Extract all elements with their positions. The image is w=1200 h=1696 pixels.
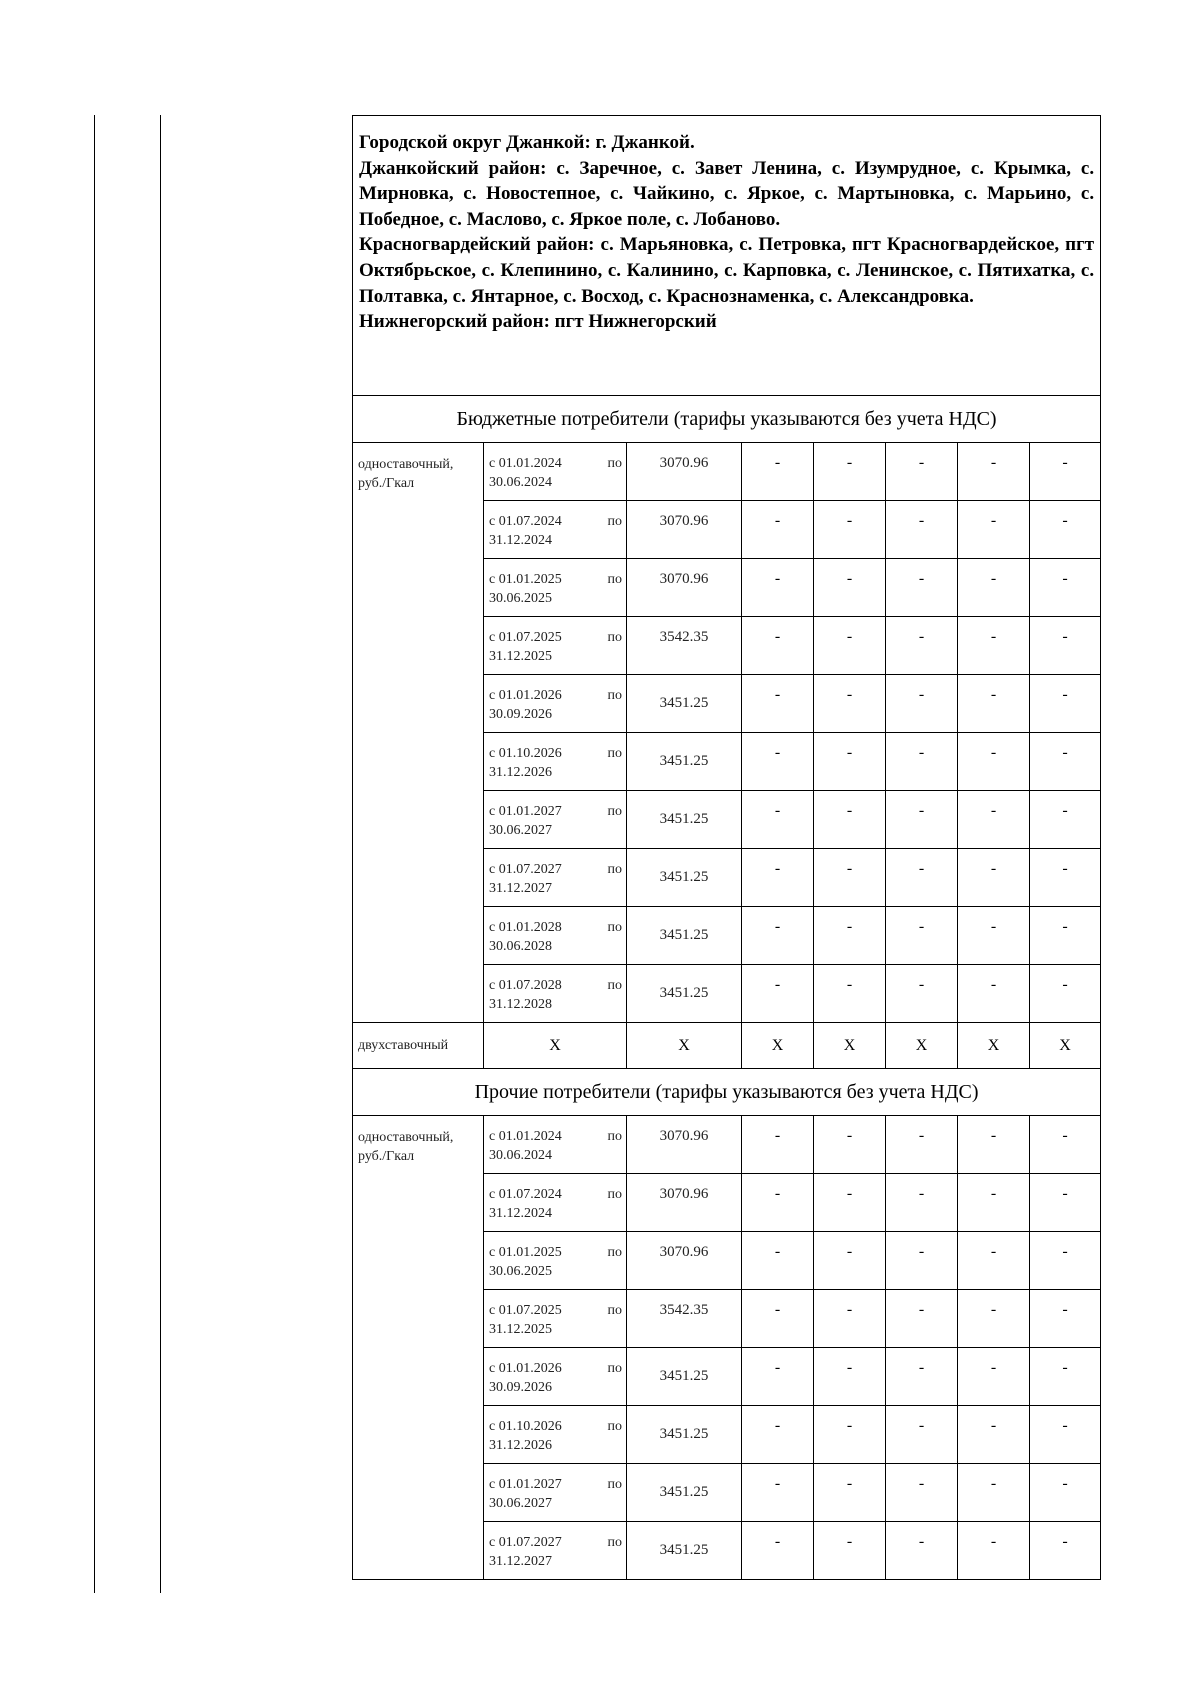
period-from: с 01.07.2027 [489, 1535, 562, 1550]
empty-cell: - [958, 1116, 1030, 1174]
period-cell [484, 617, 627, 675]
tariff-value: 3542.35 [627, 1290, 742, 1348]
period-cell [484, 501, 627, 559]
tariff-value: 3451.25 [627, 733, 742, 791]
empty-cell: - [742, 1464, 814, 1522]
tariff-value: 3070.96 [627, 1232, 742, 1290]
period-cell [484, 1522, 627, 1580]
tariff-value: 3451.25 [627, 1348, 742, 1406]
empty-cell: - [1030, 1174, 1101, 1232]
region-paragraph: Красногвардейский район: с. Марьяновка, с. Петровка, пгт Красногвардейское, пгт Октябрьское, с. Клепинино, с. Калинино, с. Карповка, с. Ленинское, с. Пятихатка, с. Полтавка, с. Янтарное, с. Восход, с. Краснознаменка, с. Александровка. [359, 234, 1095, 307]
empty-cell: - [814, 1464, 886, 1522]
period-from: с 01.10.2026 [489, 746, 562, 761]
empty-cell: - [958, 1232, 1030, 1290]
tariff-value: 3451.25 [627, 791, 742, 849]
empty-cell: - [814, 1174, 886, 1232]
region-row [353, 116, 1101, 396]
period-to: 31.12.2024 [489, 1206, 552, 1221]
period-to: 31.12.2024 [489, 533, 552, 548]
empty-cell: - [1030, 791, 1101, 849]
empty-cell: - [742, 443, 814, 501]
not-applicable-cell: Х [484, 1023, 627, 1069]
period-po: по [607, 630, 622, 645]
empty-cell: - [1030, 965, 1101, 1023]
period-po: по [607, 1303, 622, 1318]
period-from: с 01.01.2026 [489, 1361, 562, 1376]
empty-cell: - [814, 849, 886, 907]
empty-cell: - [886, 1522, 958, 1580]
period-po: по [607, 1419, 622, 1434]
section-header-row [353, 1069, 1101, 1116]
empty-cell: - [742, 907, 814, 965]
tariff-value: 3070.96 [627, 443, 742, 501]
rate-type-label: одноставочный, руб./Гкал [353, 1116, 484, 1580]
period-to: 30.06.2027 [489, 823, 552, 838]
period-cell [484, 849, 627, 907]
empty-cell: - [958, 1290, 1030, 1348]
period-to: 31.12.2027 [489, 881, 552, 896]
region-paragraph: Городской округ Джанкой: г. Джанкой. [359, 132, 695, 153]
empty-cell: - [742, 1406, 814, 1464]
empty-cell: - [958, 1406, 1030, 1464]
empty-cell: - [1030, 1522, 1101, 1580]
section-title: Прочие потребители (тарифы указываются без учета НДС) [353, 1069, 1101, 1116]
empty-cell: - [814, 1232, 886, 1290]
tariff-value: 3070.96 [627, 1116, 742, 1174]
empty-cell: - [814, 1522, 886, 1580]
tariff-value: 3451.25 [627, 907, 742, 965]
empty-cell: - [742, 1232, 814, 1290]
period-from: с 01.07.2024 [489, 1187, 562, 1202]
empty-cell: - [886, 965, 958, 1023]
period-po: по [607, 1129, 622, 1144]
not-applicable-cell: Х [886, 1023, 958, 1069]
period-from: с 01.07.2025 [489, 630, 562, 645]
period-to: 30.09.2026 [489, 1380, 552, 1395]
period-to: 31.12.2026 [489, 1438, 552, 1453]
empty-cell: - [886, 849, 958, 907]
empty-cell: - [886, 1348, 958, 1406]
tariff-value: 3451.25 [627, 675, 742, 733]
not-applicable-cell: Х [627, 1023, 742, 1069]
empty-cell: - [958, 791, 1030, 849]
empty-cell: - [958, 849, 1030, 907]
period-cell [484, 1290, 627, 1348]
tariff-row [353, 443, 1101, 501]
period-to: 31.12.2025 [489, 1322, 552, 1337]
period-to: 30.06.2025 [489, 1264, 552, 1279]
not-applicable-cell: Х [1030, 1023, 1101, 1069]
empty-cell: - [958, 1348, 1030, 1406]
tariff-row [353, 1116, 1101, 1174]
empty-cell: - [742, 1290, 814, 1348]
period-to: 30.06.2027 [489, 1496, 552, 1511]
period-from: с 01.01.2025 [489, 1245, 562, 1260]
period-po: по [607, 920, 622, 935]
period-cell [484, 1406, 627, 1464]
tariff-value: 3070.96 [627, 559, 742, 617]
empty-cell: - [1030, 1348, 1101, 1406]
empty-cell: - [742, 1522, 814, 1580]
empty-cell: - [886, 1464, 958, 1522]
empty-cell: - [814, 733, 886, 791]
period-from: с 01.01.2028 [489, 920, 562, 935]
two-rate-row [353, 1023, 1101, 1069]
empty-cell: - [1030, 1406, 1101, 1464]
period-from: с 01.01.2024 [489, 1129, 562, 1144]
period-to: 31.12.2026 [489, 765, 552, 780]
empty-cell: - [886, 1116, 958, 1174]
rate-type-label: двухставочный [353, 1023, 484, 1069]
empty-cell: - [886, 1232, 958, 1290]
empty-cell: - [814, 501, 886, 559]
region-paragraph: Джанкойский район: с. Заречное, с. Завет Ленина, с. Изумрудное, с. Крымка, с. Мирновка, с. Новостепное, с. Чайкино, с. Яркое, с. Мартыновка, с. Марьино, с. Победное, с. Маслово, с. Яркое поле, с. Лобаново. [359, 157, 1095, 230]
section-header-row [353, 396, 1101, 443]
period-from: с 01.01.2026 [489, 688, 562, 703]
period-po: по [607, 862, 622, 877]
period-po: по [607, 456, 622, 471]
period-from: с 01.01.2027 [489, 1477, 562, 1492]
empty-cell: - [958, 675, 1030, 733]
period-to: 31.12.2027 [489, 1554, 552, 1569]
period-from: с 01.07.2024 [489, 514, 562, 529]
empty-cell: - [814, 965, 886, 1023]
period-po: по [607, 514, 622, 529]
period-cell [484, 1464, 627, 1522]
empty-cell: - [958, 1522, 1030, 1580]
section-title: Бюджетные потребители (тарифы указываются без учета НДС) [353, 396, 1101, 443]
empty-cell: - [1030, 849, 1101, 907]
period-po: по [607, 804, 622, 819]
period-from: с 01.07.2027 [489, 862, 562, 877]
empty-cell: - [1030, 559, 1101, 617]
rate-type-label: одноставочный, руб./Гкал [353, 443, 484, 1023]
period-from: с 01.07.2028 [489, 978, 562, 993]
empty-cell: - [1030, 1290, 1101, 1348]
empty-cell: - [742, 965, 814, 1023]
empty-cell: - [814, 1290, 886, 1348]
empty-cell: - [958, 1464, 1030, 1522]
region-cell [353, 116, 1101, 396]
empty-cell: - [886, 675, 958, 733]
empty-cell: - [742, 559, 814, 617]
period-from: с 01.01.2025 [489, 572, 562, 587]
empty-cell: - [1030, 1464, 1101, 1522]
region-paragraph: Нижнегорский район: пгт Нижнегорский [359, 311, 717, 333]
empty-cell: - [886, 1406, 958, 1464]
not-applicable-cell: Х [742, 1023, 814, 1069]
empty-cell: - [1030, 1116, 1101, 1174]
empty-cell: - [814, 443, 886, 501]
period-cell [484, 675, 627, 733]
empty-cell: - [742, 617, 814, 675]
period-cell [484, 559, 627, 617]
not-applicable-cell: Х [814, 1023, 886, 1069]
empty-cell: - [742, 1116, 814, 1174]
period-to: 30.09.2026 [489, 707, 552, 722]
empty-cell: - [958, 501, 1030, 559]
period-cell [484, 733, 627, 791]
not-applicable-cell: Х [958, 1023, 1030, 1069]
tariff-value: 3542.35 [627, 617, 742, 675]
empty-cell: - [814, 559, 886, 617]
empty-cell: - [886, 617, 958, 675]
empty-cell: - [958, 559, 1030, 617]
period-po: по [607, 1245, 622, 1260]
period-po: по [607, 572, 622, 587]
period-po: по [607, 1477, 622, 1492]
period-to: 31.12.2025 [489, 649, 552, 664]
tariff-value: 3451.25 [627, 965, 742, 1023]
period-cell [484, 791, 627, 849]
empty-cell: - [886, 501, 958, 559]
empty-cell: - [958, 617, 1030, 675]
period-to: 30.06.2028 [489, 939, 552, 954]
period-cell [484, 1232, 627, 1290]
empty-cell: - [886, 907, 958, 965]
empty-cell: - [886, 1174, 958, 1232]
empty-cell: - [1030, 733, 1101, 791]
empty-cell: - [958, 443, 1030, 501]
period-po: по [607, 688, 622, 703]
empty-cell: - [1030, 907, 1101, 965]
page-margin-line-left [94, 115, 95, 1593]
tariff-table [352, 115, 1101, 1580]
empty-cell: - [1030, 675, 1101, 733]
empty-cell: - [886, 443, 958, 501]
empty-cell: - [958, 1174, 1030, 1232]
empty-cell: - [742, 675, 814, 733]
empty-cell: - [814, 617, 886, 675]
period-po: по [607, 1187, 622, 1202]
empty-cell: - [1030, 1232, 1101, 1290]
empty-cell: - [742, 791, 814, 849]
tariff-value: 3451.25 [627, 1406, 742, 1464]
empty-cell: - [886, 559, 958, 617]
empty-cell: - [958, 733, 1030, 791]
empty-cell: - [814, 791, 886, 849]
empty-cell: - [814, 675, 886, 733]
empty-cell: - [814, 907, 886, 965]
period-po: по [607, 746, 622, 761]
empty-cell: - [886, 791, 958, 849]
empty-cell: - [814, 1406, 886, 1464]
period-cell [484, 443, 627, 501]
period-po: по [607, 1535, 622, 1550]
empty-cell: - [742, 1348, 814, 1406]
period-from: с 01.01.2024 [489, 456, 562, 471]
period-to: 30.06.2025 [489, 591, 552, 606]
empty-cell: - [742, 733, 814, 791]
empty-cell: - [958, 907, 1030, 965]
empty-cell: - [742, 849, 814, 907]
tariff-value: 3451.25 [627, 1464, 742, 1522]
empty-cell: - [742, 501, 814, 559]
period-cell [484, 907, 627, 965]
period-cell [484, 1348, 627, 1406]
period-to: 30.06.2024 [489, 475, 552, 490]
empty-cell: - [886, 733, 958, 791]
empty-cell: - [886, 1290, 958, 1348]
period-to: 30.06.2024 [489, 1148, 552, 1163]
tariff-value: 3070.96 [627, 1174, 742, 1232]
empty-cell: - [814, 1348, 886, 1406]
empty-cell: - [1030, 501, 1101, 559]
period-from: с 01.07.2025 [489, 1303, 562, 1318]
empty-cell: - [1030, 617, 1101, 675]
tariff-value: 3451.25 [627, 849, 742, 907]
period-from: с 01.01.2027 [489, 804, 562, 819]
period-po: по [607, 978, 622, 993]
period-cell [484, 1174, 627, 1232]
page-margin-line-inner [160, 115, 161, 1593]
tariff-value: 3070.96 [627, 501, 742, 559]
tariff-value: 3451.25 [627, 1522, 742, 1580]
empty-cell: - [742, 1174, 814, 1232]
period-to: 31.12.2028 [489, 997, 552, 1012]
period-cell [484, 1116, 627, 1174]
period-cell [484, 965, 627, 1023]
period-po: по [607, 1361, 622, 1376]
empty-cell: - [958, 965, 1030, 1023]
empty-cell: - [1030, 443, 1101, 501]
period-from: с 01.10.2026 [489, 1419, 562, 1434]
empty-cell: - [814, 1116, 886, 1174]
